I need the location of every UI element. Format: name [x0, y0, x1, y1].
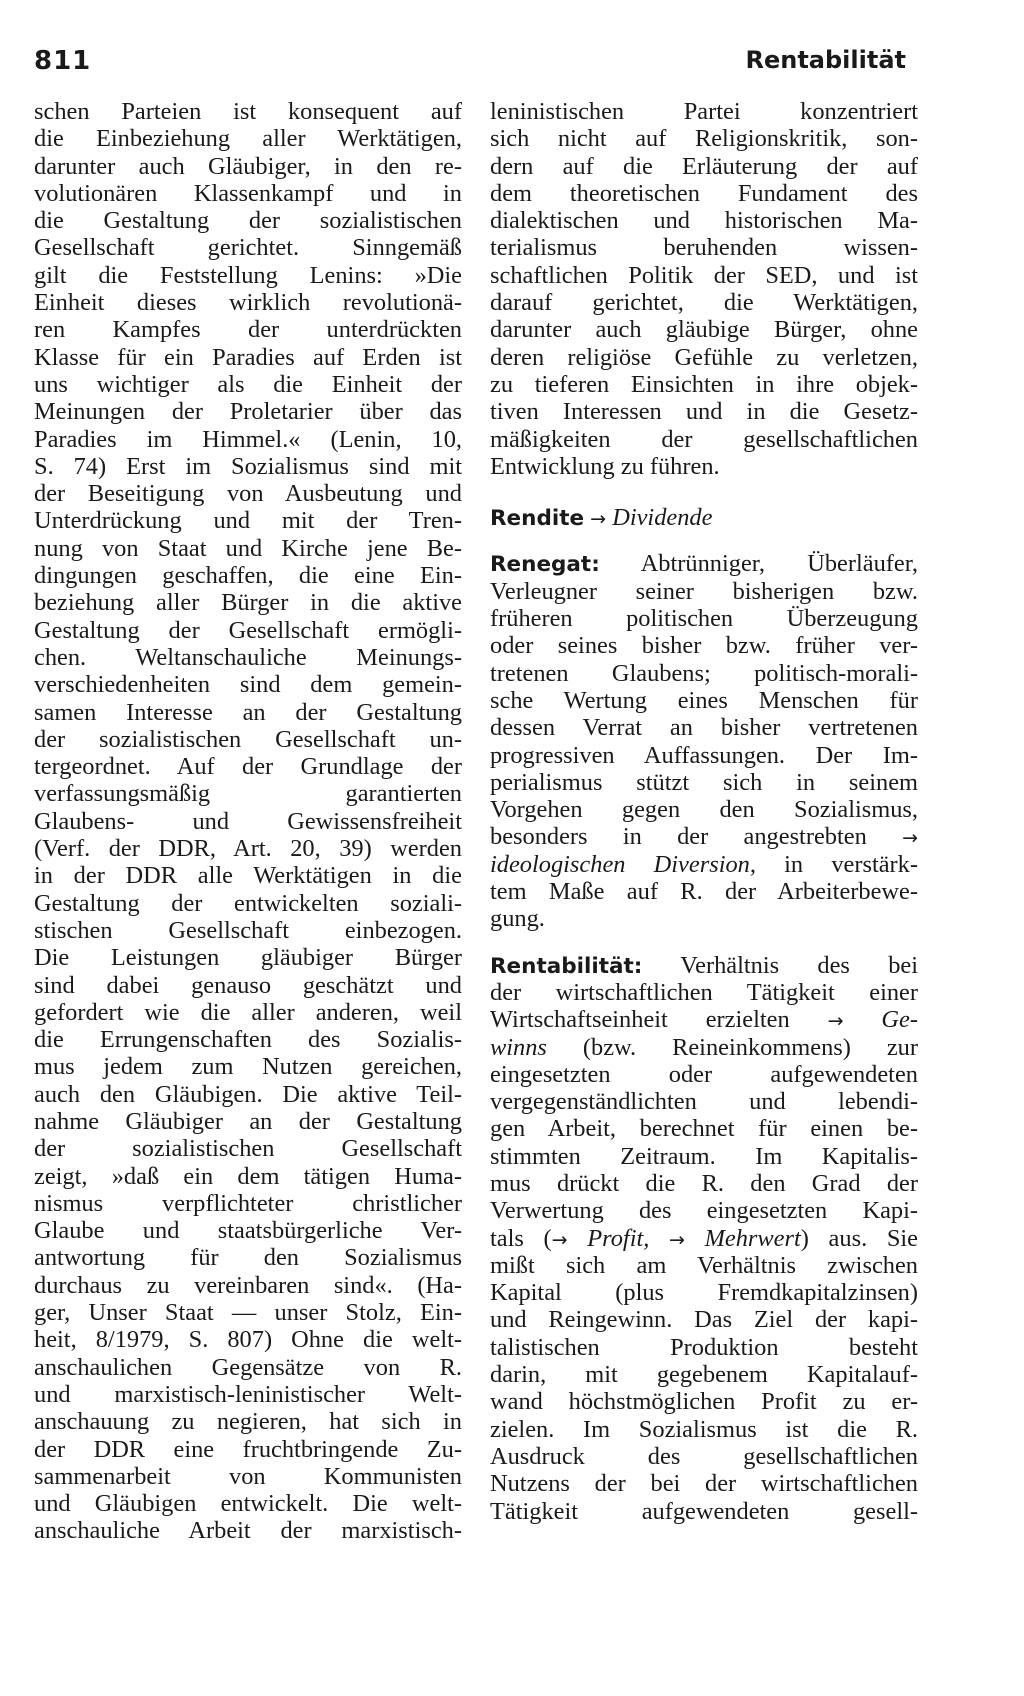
cross-reference-profit[interactable]: Profit,: [587, 1224, 650, 1252]
renegat-text: besonders in der angestrebten: [490, 823, 867, 851]
rentabilitaet-text: tals (: [490, 1224, 552, 1252]
text-line: heit, 8/1979, S. 807) Ohne die welt-: [34, 1326, 462, 1354]
text-line: mus jedem zum Nutzen gereichen,: [34, 1053, 462, 1081]
text-line: gefordert wie die aller anderen, weil: [34, 998, 462, 1026]
text-line: Klasse für ein Paradies auf Erden ist: [34, 343, 462, 371]
text-line: vergegenständlichten und lebendi-: [490, 1088, 918, 1116]
text-line: Meinungen der Proletarier über das: [34, 398, 462, 426]
text-line: Paradies im Himmel.« (Lenin, 10,: [34, 425, 462, 453]
text-line: Gestaltung der Gesellschaft ermögli-: [34, 616, 462, 644]
text-line: verfassungsmäßig garantierten: [34, 780, 462, 808]
text-line: sind dabei genauso geschätzt und: [34, 971, 462, 999]
text-line: gilt die Feststellung Lenins: »Die: [34, 261, 462, 289]
text-line: Nutzens der bei der wirtschaftlichen: [490, 1470, 918, 1498]
text-line: die Gestaltung der sozialistischen: [34, 207, 462, 235]
rentabilitaet-definition-start: Verhältnis des bei: [680, 951, 918, 979]
text-line: Gesellschaft gerichtet. Sinngemäß: [34, 234, 462, 262]
cross-reference-gewinn[interactable]: Ge-: [881, 1006, 918, 1034]
text-line: früheren politischen Überzeugung: [490, 605, 918, 633]
text-line: dessen Verrat an bisher vertretenen: [490, 714, 918, 742]
page-number: 811: [34, 46, 92, 76]
text-line: sche Wertung eines Menschen für: [490, 686, 918, 714]
right-column: [490, 98, 918, 1525]
text-line: zielen. Im Sozialismus ist die R.: [490, 1415, 918, 1443]
rentabilitaet-line: der wirtschaftlichen Tätigkeit einer: [490, 978, 918, 1006]
text-line: mäßigkeiten der gesellschaftlichen: [490, 425, 918, 453]
cross-reference-mehrwert[interactable]: Mehrwert: [704, 1224, 801, 1252]
cross-reference-arrow-icon: →: [902, 827, 918, 850]
text-line: chen. Weltanschauliche Meinungs-: [34, 643, 462, 671]
text-line: zeigt, »daß ein dem tätigen Huma-: [34, 1162, 462, 1190]
rentabilitaet-text: (bzw. Reineinkommens) zur: [582, 1033, 918, 1061]
lemma-rendite: Rendite: [490, 506, 585, 532]
renegat-line: gung.: [490, 905, 545, 933]
text-line: perialismus stützt sich in seinem: [490, 768, 918, 796]
text-line: auch den Gläubigen. Die aktive Teil-: [34, 1080, 462, 1108]
renegat-definition-start: Abtrünniger, Überläufer,: [640, 550, 918, 578]
text-line: terialismus beruhenden wissen-: [490, 234, 918, 262]
cross-reference-arrow-icon: →: [590, 508, 607, 531]
cross-reference-arrow-icon: →: [669, 1228, 685, 1251]
text-line: der sozialistischen Gesellschaft un-: [34, 725, 462, 753]
text-line: dern auf die Erläuterung der auf: [490, 152, 918, 180]
text-line: Ausdruck des gesellschaftlichen: [490, 1442, 918, 1470]
rentabilitaet-body: [490, 1061, 918, 1225]
text-line: der Beseitigung von Ausbeutung und: [34, 480, 462, 508]
text-line: Verwertung des eingesetzten Kapi-: [490, 1197, 918, 1225]
text-line: Tätigkeit aufgewendeten gesell-: [490, 1497, 918, 1525]
text-line: die Einbeziehung aller Werktätigen,: [34, 125, 462, 153]
text-line: dingungen geschaffen, die eine Ein-: [34, 562, 462, 590]
text-line: sammenarbeit von Kommunisten: [34, 1462, 462, 1490]
renegat-line: tem Maße auf R. der Arbeiterbewe-: [490, 878, 918, 906]
text-line: samen Interesse an der Gestaltung: [34, 698, 462, 726]
text-line: Unterdrückung und mit der Tren-: [34, 507, 462, 535]
text-line: leninistischen Partei konzentriert: [490, 98, 918, 125]
text-line: ger, Unser Staat — unser Stolz, Ein-: [34, 1299, 462, 1327]
text-line: und Reingewinn. Das Ziel der kapi-: [490, 1306, 918, 1334]
cross-reference-ideologische-diversion[interactable]: ideologischen Diversion,: [490, 850, 756, 878]
text-line: beziehung aller Bürger in die aktive: [34, 589, 462, 617]
text-line: der DDR eine fruchtbringende Zu-: [34, 1435, 462, 1463]
text-line: eingesetzten oder aufgewendeten: [490, 1060, 918, 1088]
text-line: wand höchstmöglichen Profit zu er-: [490, 1388, 918, 1416]
text-line: volutionären Klassenkampf und in: [34, 179, 462, 207]
page-header: [34, 46, 906, 86]
text-line: dialektischen und historischen Ma-: [490, 207, 918, 235]
text-line: tergeordnet. Auf der Grundlage der: [34, 753, 462, 781]
text-line: sich nicht auf Religionskritik, son-: [490, 125, 918, 153]
text-line: progressiven Auffassungen. Der Im-: [490, 741, 918, 769]
renegat-body: [490, 578, 918, 824]
text-line: schen Parteien ist konsequent auf: [34, 98, 462, 125]
cross-reference-gewinn-cont[interactable]: winns: [490, 1033, 547, 1061]
entry-rendite: [490, 504, 918, 531]
text-line: Glaube und staatsbürgerliche Ver-: [34, 1217, 462, 1245]
text-line: deren religiöse Gefühle zu verletzen,: [490, 343, 918, 371]
text-line: antwortung für den Sozialismus: [34, 1244, 462, 1272]
text-line: uns wichtiger als die Einheit der: [34, 370, 462, 398]
text-line: tretenen Glaubens; politisch-morali-: [490, 659, 918, 687]
text-line: mißt sich am Verhältnis zwischen: [490, 1251, 918, 1279]
text-line: der sozialistischen Gesellschaft: [34, 1135, 462, 1163]
text-line: Kapital (plus Fremdkapitalzinsen): [490, 1279, 918, 1307]
text-line: Entwicklung zu führen.: [490, 452, 720, 480]
text-line: durchaus zu vereinbaren sind«. (Ha-: [34, 1271, 462, 1299]
text-line: oder seines bisher bzw. früher ver-: [490, 632, 918, 660]
cross-reference-arrow-icon: →: [551, 1228, 568, 1251]
text-line: darunter auch gläubige Bürger, ohne: [490, 316, 918, 344]
text-line: S. 74) Erst im Sozialismus sind mit: [34, 452, 462, 480]
text-line: tiven Interessen und in die Gesetz-: [490, 398, 918, 426]
text-line: Einheit dieses wirklich revolutionä-: [34, 289, 462, 317]
text-line: schaftlichen Politik der SED, und ist: [490, 261, 918, 289]
text-line: nismus verpflichteter christlicher: [34, 1189, 462, 1217]
renegat-text: in verstärk-: [784, 850, 918, 878]
text-line: dem theoretischen Fundament des: [490, 179, 918, 207]
text-line: darunter auch Gläubiger, in den re-: [34, 152, 462, 180]
text-line: anschauliche Arbeit der marxistisch-: [34, 1517, 462, 1545]
text-line: Die Leistungen gläubiger Bürger: [34, 944, 462, 972]
lemma-renegat: Renegat:: [490, 552, 600, 578]
text-line: die Errungenschaften des Sozialis-: [34, 1026, 462, 1054]
text-line: mus drückt die R. den Grad der: [490, 1169, 918, 1197]
text-line: gen Arbeit, berechnet für einen be-: [490, 1115, 918, 1143]
text-line: stischen Gesellschaft einbezogen.: [34, 916, 462, 944]
rentabilitaet-text: ) aus. Sie: [800, 1224, 918, 1252]
text-line: verschiedenheiten sind dem gemein-: [34, 671, 462, 699]
text-line: Gestaltung der entwickelten soziali-: [34, 889, 462, 917]
text-line: anschauung zu negieren, hat sich in: [34, 1408, 462, 1436]
text-line: (Verf. der DDR, Art. 20, 39) werden: [34, 835, 462, 863]
text-line: nung von Staat und Kirche jene Be-: [34, 534, 462, 562]
text-line: Vorgehen gegen den Sozialismus,: [490, 796, 918, 824]
lemma-rentabilitaet: Rentabilität:: [490, 953, 643, 979]
text-line: talistischen Produktion besteht: [490, 1333, 918, 1361]
text-line: und marxistisch-leninistischer Welt-: [34, 1380, 462, 1408]
text-line: anschaulichen Gegensätze von R.: [34, 1353, 462, 1381]
text-line: Glaubens- und Gewissensfreiheit: [34, 807, 462, 835]
text-line: stimmten Zeitraum. Im Kapitalis-: [490, 1142, 918, 1170]
text-line: in der DDR alle Werktätigen in die: [34, 862, 462, 890]
text-line: und Gläubigen entwickelt. Die welt-: [34, 1490, 462, 1518]
left-column: [34, 98, 462, 1545]
text-line: darin, mit gegebenem Kapitalauf-: [490, 1361, 918, 1389]
cross-reference-dividende[interactable]: Dividende: [612, 504, 713, 532]
entry-rentabilitaet: [490, 952, 918, 1525]
text-line: Verleugner seiner bisherigen bzw.: [490, 577, 918, 605]
text-line: ren Kampfes der unterdrückten: [34, 316, 462, 344]
rentabilitaet-text: Wirtschaftseinheit erzielten: [490, 1006, 790, 1034]
entry-religion-continuation: [490, 98, 918, 480]
rentabilitaet-body-end: [490, 1252, 918, 1525]
text-line: darauf gerichtet, die Werktätigen,: [490, 289, 918, 317]
text-line: nahme Gläubiger an der Gestaltung: [34, 1107, 462, 1135]
running-head: Rentabilität: [745, 46, 906, 74]
cross-reference-arrow-icon: →: [827, 1010, 844, 1033]
text-line: zu tieferen Einsichten in ihre objek-: [490, 370, 918, 398]
entry-renegat: [490, 550, 918, 932]
